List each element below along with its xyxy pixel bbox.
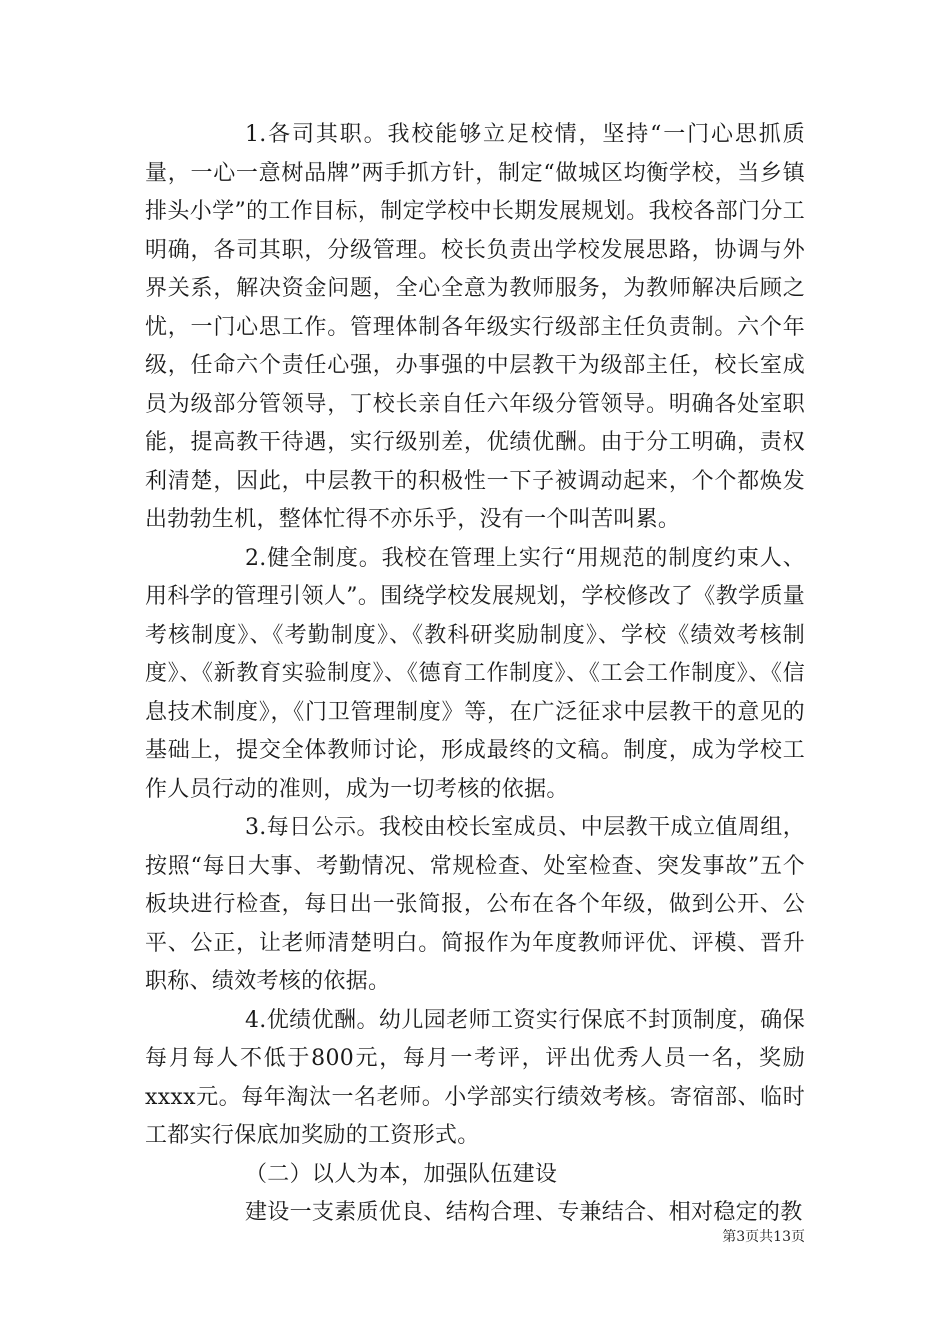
paragraph-3-daily-publicity: 3.每日公示。我校由校长室成员、中层教干成立值周组，按照“每日大事、考勤情况、常规检查、处室检查、突发事故”五个板块进行检查，每日出一张简报，公布在各个年级，做到公开、公平、公正，让老师清楚明白。简报作为年度教师评优、评模、晋升职称、绩效考核的依据。 [145,815,805,994]
trailing-paragraph: 建设一支素质优良、结构合理、专兼结合、相对稳定的教 [245,1200,803,1225]
section-heading: （二）以人为本，加强队伍建设 [245,1161,558,1187]
paragraph-1-division-of-duties: 1.各司其职。我校能够立足校情，坚持“一门心思抓质量，一心一意树品牌”两手抓方针，制定“做城区均衡学校，当乡镇排头小学”的工作目标，制定学校中长期发展规划。我校各部门分工明确，各司其职，分级管理。校长负责出学校发展思路，协调与外界关系，解决资金问题，全心全意为教师服务，为教师解决后顾之忧，一门心思工作。管理体制各年级实行级部主任负责制。六个年级，任命六个责任心强，办事强的中层教干为级部主任，校长室成员为级部分管领导，丁校长亲自任六年级分管领导。明确各处室职能，提高教干待遇，实行级别差，优绩优酬。由于分工明确，责权利清楚，因此，中层教干的积极性一下子被调动起来，个个都焕发出勃勃生机，整体忙得不亦乐乎，没有一个叫苦叫累。 [145,122,805,532]
paragraph-2-sound-system: 2.健全制度。我校在管理上实行“用规范的制度约束人、用科学的管理引领人”。围绕学校发展规划，学校修改了《教学质量考核制度》、《考勤制度》、《教科研奖励制度》、学校《绩效考核制度》、《新教育实验制度》、《德育工作制度》、《工会工作制度》、《信息技术制度》，《门卫管理制度》等，在广泛征求中层教干的意见的基础上，提交全体教师讨论，形成最终的文稿。制度，成为学校工作人员行动的准则，成为一切考核的依据。 [145,545,805,802]
document-body [145,116,805,1233]
page-number-footer: 第3页共13页 [722,1229,805,1245]
paragraph-4-merit-pay: 4.优绩优酬。幼儿园老师工资实行保底不封顶制度，确保每月每人不低于800元，每月一考评，评出优秀人员一名，奖励xxxx元。每年淘汰一名老师。小学部实行绩效考核。寄宿部、临时工都实行保底加奖励的工资形式。 [145,1007,805,1148]
